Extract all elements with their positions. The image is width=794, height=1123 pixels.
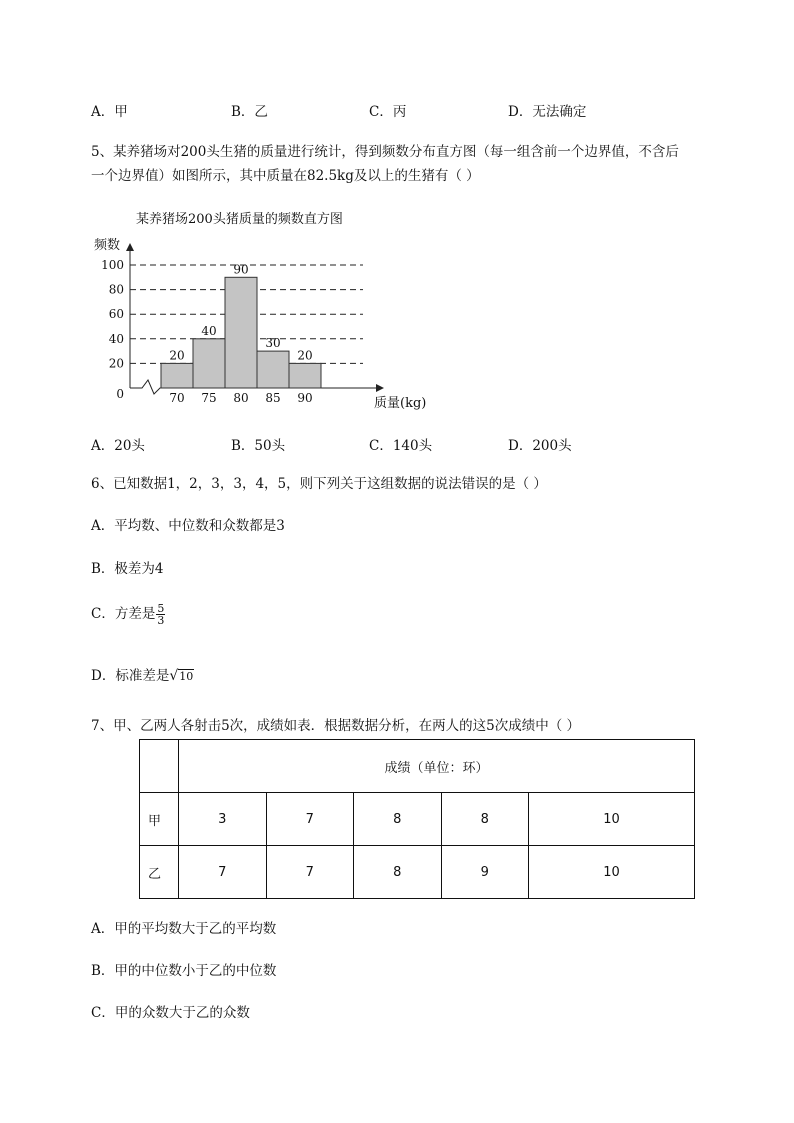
chart-xlabel: 质量(kg) xyxy=(374,396,427,411)
bar-value-label: 20 xyxy=(297,348,313,363)
radical-sign: √ xyxy=(169,668,179,684)
score-cell: 3 xyxy=(179,793,267,846)
q5-option-a: A．20头 xyxy=(91,438,145,454)
q4-option-c: C．丙 xyxy=(369,104,407,120)
x-tick-label: 85 xyxy=(265,391,281,405)
q5-option-d: D．200头 xyxy=(508,438,572,454)
y-tick-label: 40 xyxy=(108,331,124,346)
y-tick-label: 100 xyxy=(101,258,124,272)
bar-value-label: 40 xyxy=(201,323,217,338)
q7-stem: 7、甲、乙两人各射击5次，成绩如表．根据数据分析，在两人的这5次成绩中（ ） xyxy=(91,718,581,734)
histogram-bar xyxy=(257,351,289,388)
bar-value-label: 20 xyxy=(169,348,185,363)
score-cell: 10 xyxy=(529,846,695,899)
q4-option-b: B．乙 xyxy=(231,104,268,120)
x-tick-label: 90 xyxy=(297,391,313,405)
histogram-bar xyxy=(161,363,193,388)
score-cell: 8 xyxy=(354,793,442,846)
bar-value-label: 90 xyxy=(233,262,249,277)
table-header: 成绩（单位：环） xyxy=(179,740,695,793)
radicand: 10 xyxy=(179,670,194,683)
fraction xyxy=(156,603,165,626)
q5-stem-line2: 一个边界值）如图所示，其中质量在82.5kg及以上的生猪有（ ） xyxy=(91,168,480,184)
q6-option-c-prefix: C．方差是 xyxy=(91,606,156,622)
score-cell: 9 xyxy=(441,846,529,899)
histogram-chart xyxy=(88,205,448,420)
q6-option-b: B．极差为4 xyxy=(91,561,164,577)
chart-title: 某养猪场200头猪质量的频数直方图 xyxy=(136,212,343,227)
table-corner-cell xyxy=(140,740,179,793)
score-cell: 10 xyxy=(529,793,695,846)
x-tick-label: 75 xyxy=(201,391,217,405)
q7-option-c: C．甲的众数大于乙的众数 xyxy=(91,1005,250,1021)
row-name: 乙 xyxy=(140,846,179,899)
histogram-bar xyxy=(225,277,257,388)
q6-option-c xyxy=(91,603,165,626)
score-cell: 7 xyxy=(266,846,354,899)
fraction-numerator: 5 xyxy=(157,602,165,615)
chart-ylabel: 频数 xyxy=(94,238,121,253)
origin-label: 0 xyxy=(116,387,124,401)
table-row xyxy=(140,846,695,899)
histogram-bar xyxy=(289,363,321,388)
q6-option-a: A．平均数、中位数和众数都是3 xyxy=(91,518,285,534)
bar-value-label: 30 xyxy=(265,336,281,351)
x-axis-arrow-icon xyxy=(376,384,384,392)
y-tick-label: 60 xyxy=(108,307,124,322)
row-name: 甲 xyxy=(140,793,179,846)
fraction-denominator: 3 xyxy=(157,614,165,627)
score-cell: 7 xyxy=(266,793,354,846)
table-row xyxy=(140,793,695,846)
q4-option-d: D．无法确定 xyxy=(508,104,587,120)
q7-option-b: B．甲的中位数小于乙的中位数 xyxy=(91,963,277,979)
q4-option-a: A．甲 xyxy=(91,104,128,120)
y-tick-label: 20 xyxy=(108,356,124,371)
q6-option-d xyxy=(91,667,194,686)
x-tick-label: 80 xyxy=(233,391,249,405)
q5-option-b: B．50头 xyxy=(231,438,286,454)
score-cell: 7 xyxy=(179,846,267,899)
square-root xyxy=(169,667,194,686)
q5-option-c: C．140头 xyxy=(369,438,433,454)
x-tick-label: 70 xyxy=(169,391,185,405)
axis-break-icon xyxy=(130,380,161,394)
score-cell: 8 xyxy=(354,846,442,899)
histogram-bar xyxy=(193,339,225,388)
q7-option-a: A．甲的平均数大于乙的平均数 xyxy=(91,921,277,937)
score-cell: 8 xyxy=(441,793,529,846)
y-tick-label: 80 xyxy=(108,282,124,297)
q6-stem: 6、已知数据1，2，3，3，4，5，则下列关于这组数据的说法错误的是（ ） xyxy=(91,476,547,492)
scores-table xyxy=(139,739,695,899)
y-axis-arrow-icon xyxy=(126,243,134,251)
q6-option-d-prefix: D．标准差是 xyxy=(91,668,170,684)
q5-stem-line1: 5、某养猪场对200头生猪的质量进行统计，得到频数分布直方图（每一组含前一个边界值，不含后 xyxy=(91,144,679,160)
